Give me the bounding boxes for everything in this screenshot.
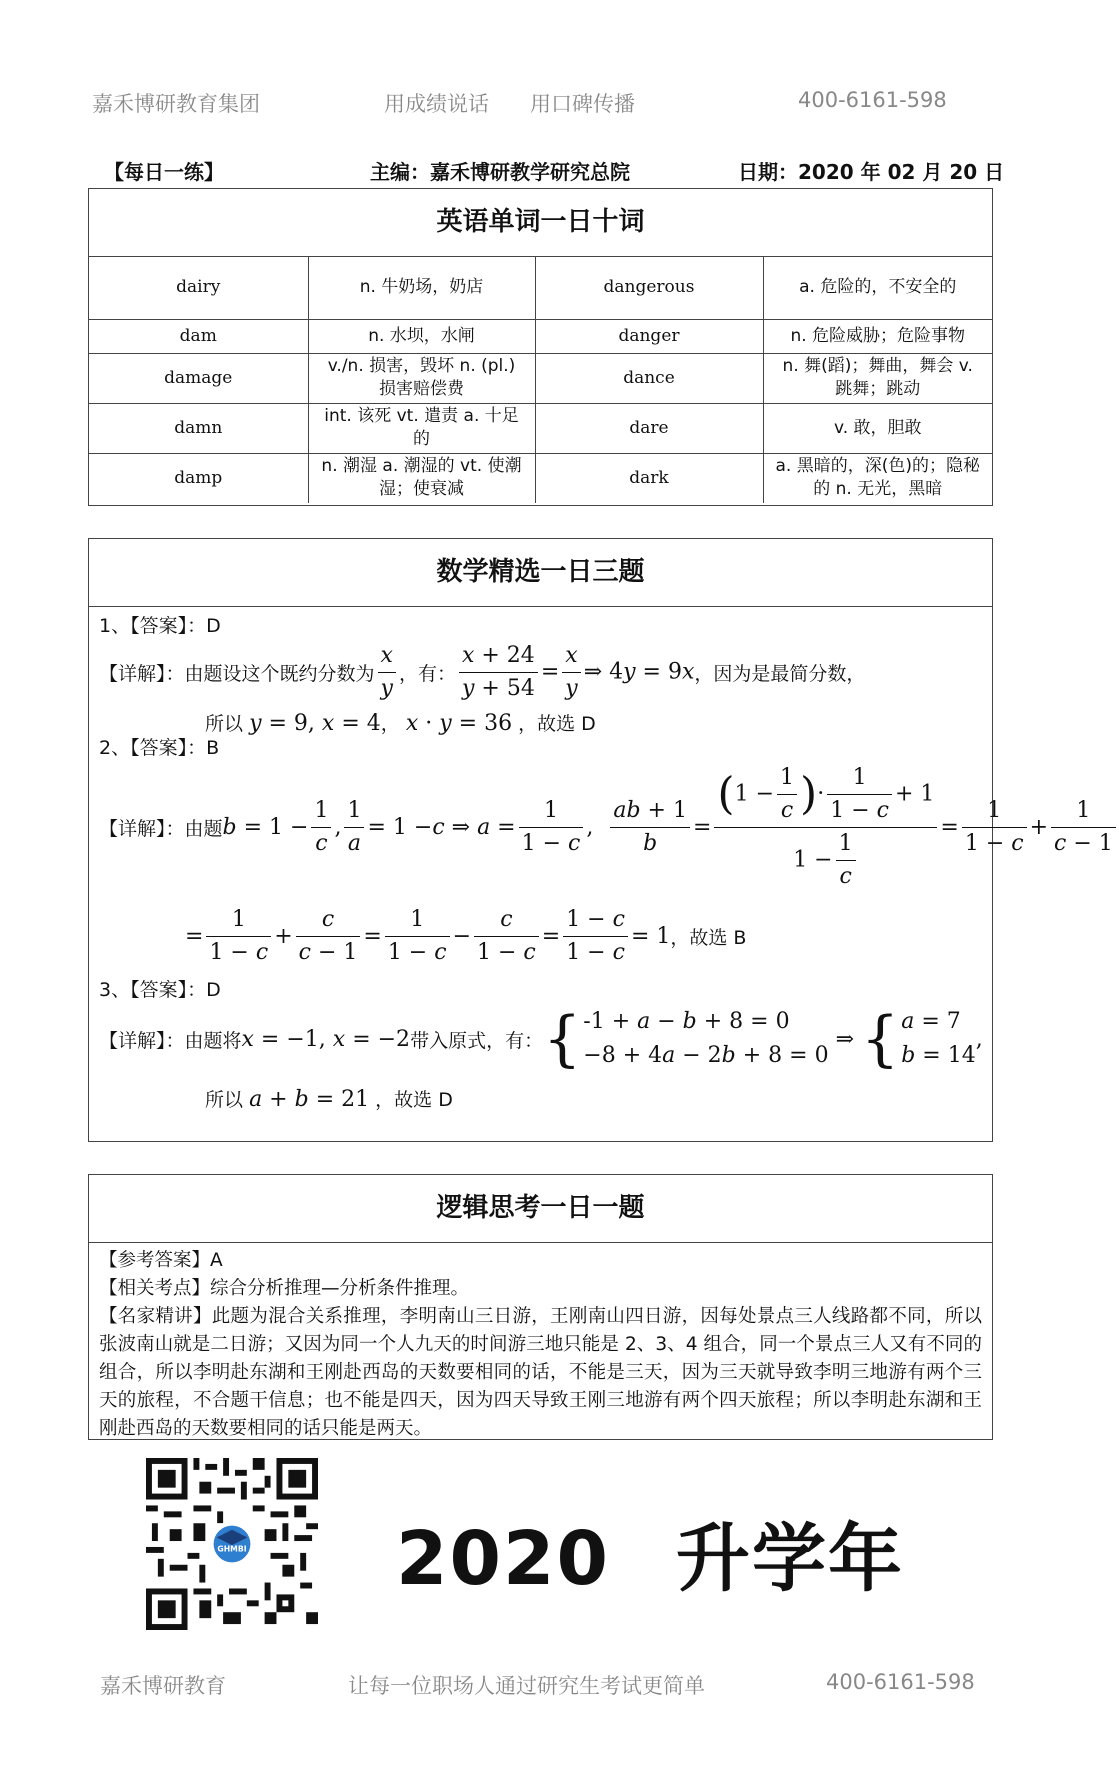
math-section [88, 538, 1113, 1142]
q2-continuation: = $\frac{1}{1 - c}$ + $\frac{c}{c - 1}$ = $\frac{1}{1 - c}$ − $\frac{c}{1 - c}$ = $\frac{1 - c}{1 - c}$ = 1 ，故选 B [185, 901, 746, 971]
q3-mid: 带入原式，有： [410, 1029, 544, 1052]
q3-answer: 3、【答案】：D [99, 979, 221, 1001]
word: dance [535, 353, 763, 403]
q1-equation: $\frac{x + 24}{y + 54}$ = $\frac{x}{y}$ ⇒ 4y = 9x [456, 640, 694, 705]
definition: int. 该死 vt. 遣责 a. 十足的 [308, 403, 535, 453]
definition: v. 敢，胆敢 [763, 403, 992, 453]
q1-choose: ，故选 D [518, 713, 596, 735]
table-row [89, 353, 992, 403]
word: damn [89, 403, 308, 453]
math-body [89, 607, 1113, 1141]
q1-so: 所以 [205, 713, 244, 735]
word: damage [89, 353, 308, 403]
vocab-title: 英语单词一日十词 [89, 189, 992, 257]
q3-detail-prefix: 【详解】：由题将 [99, 1029, 242, 1052]
word: danger [535, 319, 763, 353]
vocab-section [88, 188, 993, 506]
q1-fraction: $\frac{x}{y}$ [378, 640, 396, 705]
qr-code [146, 1458, 318, 1630]
footer-motto: 让每一位职场人通过研究生考试更简单 [348, 1674, 705, 1698]
definition: a. 危险的，不安全的 [763, 257, 992, 319]
table-row [89, 453, 992, 503]
logic-title: 逻辑思考一日一题 [89, 1175, 992, 1243]
q1-detail [99, 637, 865, 707]
definition: v./n. 损害，毁坏 n. (pl.) 损害赔偿费 [308, 353, 535, 403]
promo-text: 升学年 [675, 1516, 904, 1602]
logic-point: 【相关考点】综合分析推理—分析条件推理。 [99, 1278, 470, 1299]
qr-logo-text: GHMBI [217, 1544, 247, 1554]
logic-answer: 【参考答案】A [99, 1250, 223, 1271]
q3-detail: 【详解】：由题将 x = −1, x = −2 带入原式，有： { -1 + a − b + 8 = 0 −8 + 4a − 2b + 8 = 0 ⇒ { a = 7 b = 14 , [99, 1004, 983, 1074]
definition: n. 水坝，水闸 [308, 319, 535, 353]
editor-label: 主编：嘉禾博研教学研究总院 [370, 160, 630, 184]
q2-detail-prefix: 【详解】：由题 [99, 817, 223, 840]
q3-so: 所以 [205, 1089, 244, 1111]
q1-have: ，有： [398, 662, 456, 685]
daily-label: 【每日一练】 [104, 160, 224, 184]
q1-conclusion: 所以 y = 9, x = 4， x · y = 36 ，故选 D [205, 711, 596, 736]
slogan-right: 用口碑传播 [530, 92, 635, 116]
q2-detail: 【详解】：由题 b = 1 − $\frac{1}{c}$ , $\frac{1}{a}$ = 1 − c ⇒ a = $\frac{1}{1 - c}$ , $\frac{ab + 1}{b}$ = (1 − $\frac{1}{c}$ )· $\frac{1}{1 - c}$ + 1 1 − $\frac{1}{c}$ = $\frac{1}{1 - c}$ + $\frac{1}{c - 1}$ [99, 757, 1119, 897]
slogan-left: 用成绩说话 [384, 92, 489, 116]
word: dam [89, 319, 308, 353]
word: damp [89, 453, 308, 503]
definition: n. 舞(蹈)；舞曲，舞会 v. 跳舞；跳动 [763, 353, 992, 403]
q3-choose: ，故选 D [375, 1089, 453, 1111]
promo-year: 2020 [396, 1516, 610, 1602]
definition: a. 黑暗的，深(色)的；隐秘的 n. 无光，黑暗 [763, 453, 992, 503]
q3-conclusion: 所以 a + b = 21 ，故选 D [205, 1087, 453, 1112]
footer-brand: 嘉禾博研教育 [100, 1674, 226, 1698]
table-row [89, 257, 992, 319]
word: dark [535, 453, 763, 503]
table-row [89, 403, 992, 453]
q1-reason: ，因为是最简分数， [694, 662, 866, 685]
logic-analysis: 【名家精讲】此题为混合关系推理，李明南山三日游，王刚南山四日游，因每处景点三人线路都不同，所以张波南山就是二日游；又因为同一个人九天的时间游三地只能是 2、3、4 组合，同一个景点三人又有不同的组合，所以李明赴东湖和王刚赴西岛的天数要相同的话，不能是三天，因为三天就导致李明三地游有两个三天的旅程，不合题干信息；也不能是四天，因为四天导致王刚三地游有两个四天旅程；所以李明赴东湖和王刚赴西岛的天数要相同的话只能是两天。 [99, 1306, 982, 1439]
footer-phone: 400-6161-598 [826, 1670, 975, 1694]
q2-answer: 2、【答案】：B [99, 737, 220, 759]
q1-detail-prefix: 【详解】：由题设这个既约分数为 [99, 662, 375, 685]
table-row [89, 319, 992, 353]
logic-body [89, 1243, 992, 1443]
phone-number: 400-6161-598 [798, 88, 947, 112]
word: dairy [89, 257, 308, 319]
definition: n. 危险威胁；危险事物 [763, 319, 992, 353]
definition: n. 牛奶场，奶店 [308, 257, 535, 319]
math-title: 数学精选一日三题 [89, 539, 992, 607]
logic-section [88, 1174, 993, 1440]
date-label: 日期：2020 年 02 月 20 日 [738, 160, 1005, 184]
brand-name: 嘉禾博研教育集团 [92, 92, 260, 116]
vocab-table [89, 257, 992, 503]
definition: n. 潮湿 a. 潮湿的 vt. 使潮湿；使衰减 [308, 453, 535, 503]
word: dangerous [535, 257, 763, 319]
promo-banner [396, 1500, 904, 1606]
meta-line [88, 156, 1005, 186]
bottom-bar [0, 1670, 1079, 1704]
top-bar [0, 88, 1079, 122]
q1-answer: 1、【答案】：D [99, 615, 221, 637]
word: dare [535, 403, 763, 453]
q2-choose: ，故选 B [670, 926, 747, 949]
